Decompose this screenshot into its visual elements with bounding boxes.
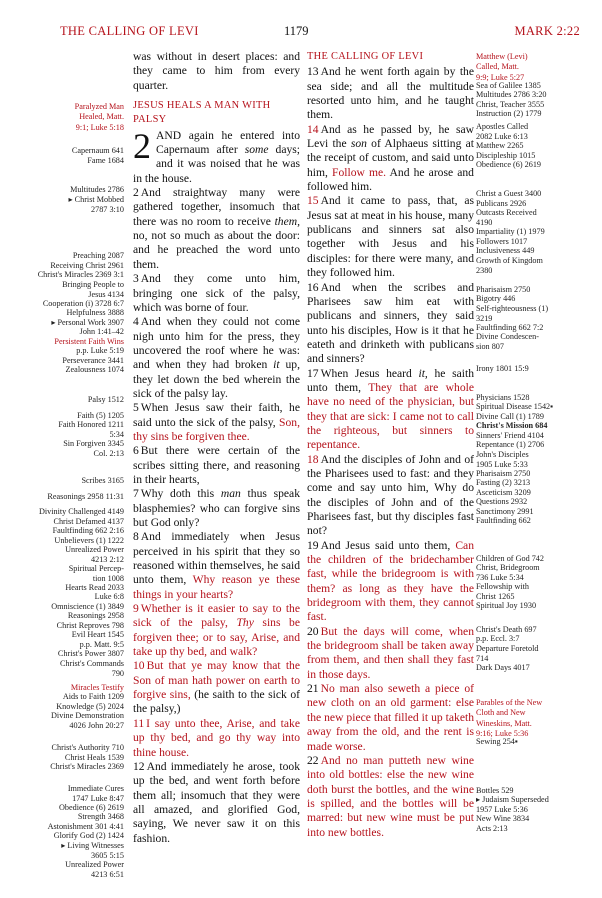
margin-note: Multitudes 2786 3:20	[476, 90, 547, 99]
margin-note: Repentance (1) 2706	[476, 440, 545, 449]
verse-18	[307, 453, 474, 539]
margin-note: p.p. Luke 5:19	[76, 346, 124, 355]
margin-note: Divine Call (1) 1789	[476, 412, 544, 421]
verse-list	[307, 65, 474, 840]
verse-number: 15	[307, 194, 319, 208]
margin-note: Persistent Faith Wins	[54, 337, 124, 346]
margin-note: Acts 2:13	[476, 824, 508, 833]
margin-note: Bottles 529	[476, 786, 514, 795]
verse-text: But there were certain of the scribes sitting there, and reasoning in their hearts,	[133, 444, 300, 486]
margin-note: p.p. Matt. 9:5	[79, 640, 124, 649]
verse-text: it	[273, 358, 280, 372]
verse-text: Why doth this	[140, 487, 221, 501]
margin-note: Christ's Mission 684	[476, 421, 548, 430]
margin-note: Children of God 742	[476, 554, 544, 563]
margin-note: Strength 3468	[77, 812, 124, 821]
margin-note: Astonishment 301 4:41	[47, 822, 124, 831]
margin-note: Christ's Authority 710	[51, 743, 124, 752]
words-of-christ: But the days will come, when the bridegroom shall be taken away from them, and then shall they fast in those days.	[307, 624, 474, 681]
verse-13	[307, 65, 474, 122]
margin-note: Sewing 254▪	[476, 737, 518, 746]
margin-note: Fellowship with Christ 1265	[476, 582, 529, 602]
margin-note: Immediate Cures 1747 Luke 8:47	[67, 784, 124, 804]
margin-note: Paralyzed Man Healed, Matt. 9:1; Luke 5:18	[74, 102, 124, 132]
verse-number: 9	[133, 602, 139, 616]
verse-text: thus speak blasphemies? who can forgive sins but God only?	[133, 487, 300, 529]
words-of-christ: Why reason ye these things in your hearts?	[133, 573, 300, 601]
verse-number: 19	[307, 538, 319, 552]
section-heading: THE CALLING OF LEVI	[307, 51, 424, 62]
margin-note: Obedience (6) 2619	[476, 160, 542, 169]
verse-text: it,	[418, 366, 428, 380]
margin-note: Christ, Bridegroom 736 Luke 5:34	[476, 563, 540, 583]
verse-text: And immediately he arose, took up the bed, and went forth before them all; insomuch that they were all amazed, and glorified God, saying, We never saw it on this fashion.	[133, 759, 300, 845]
words-of-christ: Whether is it easier to say to the sick of the palsy,	[133, 602, 300, 630]
verse-text: When Jesus saw their faith, he said unto the sick of the palsy,	[133, 401, 300, 429]
margin-note: p.p. Eccl. 3:7	[476, 634, 520, 643]
margin-note: Sinners' Friend 4104	[476, 431, 544, 440]
margin-note: Discipleship 1015	[476, 151, 536, 160]
words-of-christ: No man also seweth a piece of new cloth on an old garment: else the new piece that filled it up taketh away from the old, and the rent is made worse.	[307, 682, 474, 753]
chapter-number: 2	[133, 125, 151, 166]
verse-text: And immediately when Jesus perceived in his spirit that they so reasoned within themselves, he said unto them,	[133, 530, 300, 587]
verse-20	[307, 625, 474, 682]
running-head-left: THE CALLING OF LEVI	[60, 24, 199, 38]
margin-note: Questions 2932	[476, 497, 528, 506]
margin-note: Christ's Commands 790	[59, 659, 124, 679]
margin-note: Unbelievers (1) 1222	[54, 536, 124, 545]
text-column-left	[133, 50, 300, 846]
margin-note: John's Disciples 1905 Luke 5:33	[476, 450, 529, 470]
verse-number: 12	[133, 759, 145, 773]
verse-number: 2	[133, 186, 139, 200]
verse-1: 2 AND again he entered into Capernaum after some days; and it was noised that he was in the house.	[133, 125, 300, 185]
margin-note: Cooperation (i) 3728 6:7	[42, 299, 124, 308]
margin-note: Christ's Miracles 2369	[50, 762, 124, 771]
margin-note: Publicans 2926	[476, 199, 527, 208]
margin-note: ▸ Living Witnesses 3605 5:15	[61, 841, 124, 861]
margin-note: Reasonings 2958	[67, 611, 124, 620]
margin-note: Christ Defamed 4137	[53, 517, 124, 526]
margin-note: Fasting (2) 3213	[476, 478, 531, 487]
verse-number: 18	[307, 452, 319, 466]
margin-note: Inclusiveness 449	[476, 246, 535, 255]
margin-note: Receiving Christ 2961	[50, 261, 124, 270]
margin-note: Sanctimony 2991	[476, 507, 534, 516]
margin-note: John 1:41–42	[79, 327, 124, 336]
verse-number: 6	[133, 444, 139, 458]
verse-22	[307, 754, 474, 840]
margin-note: Impartiality (1) 1979	[476, 227, 545, 236]
page-header	[0, 24, 602, 44]
verse-14	[307, 123, 474, 195]
verse-text: And Jesus said unto them,	[320, 538, 456, 552]
margin-note: Sea of Galilee 1385	[476, 81, 541, 90]
page-number: 1179	[284, 24, 309, 38]
verse-10	[133, 659, 300, 716]
verse-7	[133, 487, 300, 530]
margin-note: ▸ Judaism Superseded 1957 Luke 5:36	[476, 795, 549, 815]
margin-note: Divine Demonstration 4026 John 20:27	[51, 711, 124, 731]
verse-number: 11	[133, 716, 145, 730]
verse-6	[133, 444, 300, 487]
verse-number: 22	[307, 753, 319, 767]
verse-16	[307, 281, 474, 367]
verse-text: (he saith to the sick of the palsy,)	[133, 688, 301, 716]
margin-note: Sin Forgiven 3345	[63, 439, 124, 448]
words-of-christ: They that are whole have no need of the physician, but they that are sick: I came not to call the righteous, but sinners to repentance.	[307, 380, 475, 452]
verse-4	[133, 315, 300, 401]
verse-number: 20	[307, 624, 319, 638]
margin-note: Unrealized Power 4213 2:12	[65, 545, 124, 565]
margin-note: Matthew 2265	[476, 141, 524, 150]
margin-note: ▸ Christ Mobbed 2787 3:10	[68, 195, 124, 215]
margin-note: Faith (5) 1205	[77, 411, 124, 420]
verse-number: 7	[133, 487, 139, 501]
verse-number: 4	[133, 315, 139, 329]
margin-note: Knowledge (5) 2024	[56, 702, 124, 711]
margin-note: Faultfinding 662 7:2	[476, 323, 544, 332]
margin-note: Instruction (2) 1779	[476, 109, 542, 118]
margin-note: Departure Foretold 714	[476, 644, 539, 664]
verse-5	[133, 401, 300, 444]
verse-12	[133, 760, 300, 846]
verse-number: 13	[307, 65, 319, 79]
verse-list	[133, 186, 300, 846]
margin-note: Spiritual Disease 1542▪	[476, 402, 554, 411]
verse-number: 8	[133, 530, 139, 544]
continued-fragment: was without in desert places: and they came to him from every quarter.	[133, 50, 300, 92]
margin-note: Christ, Teacher 3555	[476, 100, 545, 109]
margin-note: Spiritual Percep- tion 1008	[68, 564, 124, 584]
margin-note: Christ's Miracles 2369 3:1	[37, 270, 124, 279]
verse-number: 16	[307, 280, 319, 294]
verse-text: And it came to pass, that, as Jesus sat at meat in his house, many publicans and sinners sat also together with Jesus and his disciples: for there were many, and they followed him.	[307, 194, 474, 280]
verse-text: And when they could not come nigh unto him for the press, they uncovered the roof where he was: and when they had broken	[133, 315, 300, 372]
words-of-christ: I say unto thee, Arise, and take up thy bed, and go thy way into thine house.	[133, 716, 300, 759]
verse-8	[133, 530, 300, 602]
verse-text: And they come unto him, bringing one sick of the palsy, which was borne of four.	[133, 272, 300, 314]
margin-note: Divinity Challenged 4149	[38, 507, 124, 516]
margin-note: Growth of Kingdom 2380	[476, 256, 543, 276]
margin-note: Aids to Faith 1209	[62, 692, 124, 701]
verse-number: 5	[133, 401, 139, 415]
margin-note: Christ's Power 3807	[57, 649, 124, 658]
margin-note: ▸ Personal Work 3907	[51, 318, 124, 327]
verse-number: 10	[133, 659, 145, 673]
margin-note: Christ's Death 697	[476, 625, 537, 634]
words-of-christ: sins be forgiven thee; or to say, Arise, and take up thy bed, and walk?	[133, 616, 300, 659]
words-of-christ: Can the children of the bridechamber fast, while the bridegroom is with them? as long as they have the bridegroom with them, they cannot fast.	[307, 538, 474, 624]
margin-note: Unrealized Power 4213 6:51	[65, 860, 124, 880]
margin-note: Irony 1801 15:9	[476, 364, 529, 373]
margin-note: Multitudes 2786	[70, 185, 124, 194]
text-column-right	[307, 50, 474, 840]
margin-note: Preaching 2087	[72, 251, 124, 260]
verse-text: And as he passed by, he saw Levi the	[307, 122, 474, 151]
margin-note: Scribes 3165	[81, 476, 124, 485]
section-heading: JESUS HEALS A MAN WITH PALSY	[133, 100, 271, 126]
verse-text: man	[220, 487, 241, 501]
verse-text: And straightway many were gathered together, insomuch that there was no room to receive	[133, 186, 300, 228]
margin-note: Reasonings 2958 11:31	[47, 492, 124, 501]
margin-note: Perseverance 3441	[62, 356, 124, 365]
margin-note: Faith Honored 1211	[58, 420, 124, 429]
margin-note: Pharisaism 2750	[476, 469, 531, 478]
verse-text: son	[350, 137, 367, 151]
margin-note: Christ a Guest 3400	[476, 189, 542, 198]
margin-note: Col. 2:13	[93, 449, 124, 458]
margin-note: Zealousness 1074	[65, 365, 124, 374]
verse-9	[133, 602, 300, 659]
margin-note: Capernaum 641	[71, 146, 124, 155]
margin-note: Miracles Testify	[70, 683, 124, 692]
verse-19	[307, 539, 474, 625]
verse-text: of Alphaeus sitting at the receipt of custom, and said unto him,	[307, 137, 474, 179]
words-of-christ: Thy	[236, 616, 254, 630]
verse-text: When Jesus heard	[320, 366, 419, 380]
verse-text: them,	[274, 214, 300, 228]
margin-note: Asceticism 3209	[476, 488, 531, 497]
margin-note: Physicians 1528	[476, 393, 530, 402]
verse-number: 3	[133, 272, 139, 286]
margin-note: 5:34	[109, 430, 124, 439]
verse-number: 17	[307, 366, 319, 380]
verse-text: And when the scribes and Pharisees saw him eat with publicans and sinners, they said unto his disciples, How is it that he eateth and drinketh with publicans and sinners?	[307, 280, 474, 366]
margin-note: Self-righteousness (1) 3219	[476, 304, 549, 324]
verse-21	[307, 682, 474, 754]
margin-note: Christ Reproves 798	[56, 621, 124, 630]
words-of-christ: But that ye may know that the Son of man hath power on earth to forgive sins,	[133, 659, 300, 702]
margin-note: Bigotry 446	[476, 294, 516, 303]
margin-note: Faultfinding 662 2:16	[52, 526, 124, 535]
margin-note: Bringing People to Jesus 4134	[62, 280, 124, 300]
margin-note: Dark Days 4017	[476, 663, 530, 672]
margin-note: Helpfulness 3888	[66, 308, 124, 317]
margin-note: Parables of the New Cloth and New Wineskins, Matt. 9:16; Luke 5:36	[476, 698, 543, 738]
margin-note: Fame 1684	[87, 156, 124, 165]
verse-text: up, they let down the bed wherein the sick of the palsy lay.	[133, 358, 300, 400]
verse-text: And the disciples of John and of the Pharisees used to fast: and they come and say unto him, Why do the disciples of John and of the Pharisees fast, but thy disciples fast not?	[307, 452, 474, 538]
margin-note: Faultfinding 662	[476, 516, 531, 525]
margin-note: Obedience (6) 2619	[58, 803, 124, 812]
margin-note: Glorify God (2) 1424	[53, 831, 124, 840]
margin-note: Spiritual Joy 1930	[476, 601, 537, 610]
verse-3	[133, 272, 300, 315]
margin-note: Divine Condescen- sion 807	[476, 332, 539, 352]
margin-note: Followers 1017	[476, 237, 528, 246]
verse-17	[307, 367, 474, 453]
running-head-right: MARK 2:22	[514, 24, 580, 38]
verse-2	[133, 186, 300, 272]
words-of-christ: And no man putteth new wine into old bottles: else the new wine doth burst the bottles, and the wine is spilled, and the bottles will be marred: but new wine must be put into new bottles.	[307, 753, 474, 839]
margin-note: Palsy 1512	[87, 395, 124, 404]
verse-number: 21	[307, 682, 319, 696]
margin-note: Luke 6:8	[94, 592, 124, 601]
verse-text: And he went forth again by the sea side; and all the multitude resorted unto him, and he taught them.	[307, 65, 474, 122]
verse-text: he saith unto them,	[307, 366, 474, 394]
margin-note: Christ Heals 1539	[64, 753, 124, 762]
verse-text: no, not so much as about the door: and he preached the word unto them.	[133, 229, 300, 271]
words-of-christ: Son, thy sins be forgiven thee.	[133, 415, 300, 443]
verse-number: 14	[307, 122, 319, 136]
margin-note: Apostles Called 2082 Luke 6:13	[476, 122, 529, 142]
verse-11	[133, 717, 300, 760]
margin-note: Omniscience (1) 3849	[51, 602, 124, 611]
margin-note: Pharisaism 2750	[476, 285, 531, 294]
verse-text: And he arose and followed him.	[307, 165, 474, 194]
margin-note: Evil Heart 1545	[71, 630, 124, 639]
margin-note: New Wine 3834	[476, 814, 530, 823]
words-of-christ: Follow me.	[332, 165, 387, 179]
margin-note: Matthew (Levi) Called, Matt. 9:9; Luke 5:27	[476, 52, 528, 82]
margin-note: Outcasts Received 4190	[476, 208, 537, 228]
verse-15	[307, 194, 474, 280]
margin-note: Hearts Read 2033	[65, 583, 124, 592]
